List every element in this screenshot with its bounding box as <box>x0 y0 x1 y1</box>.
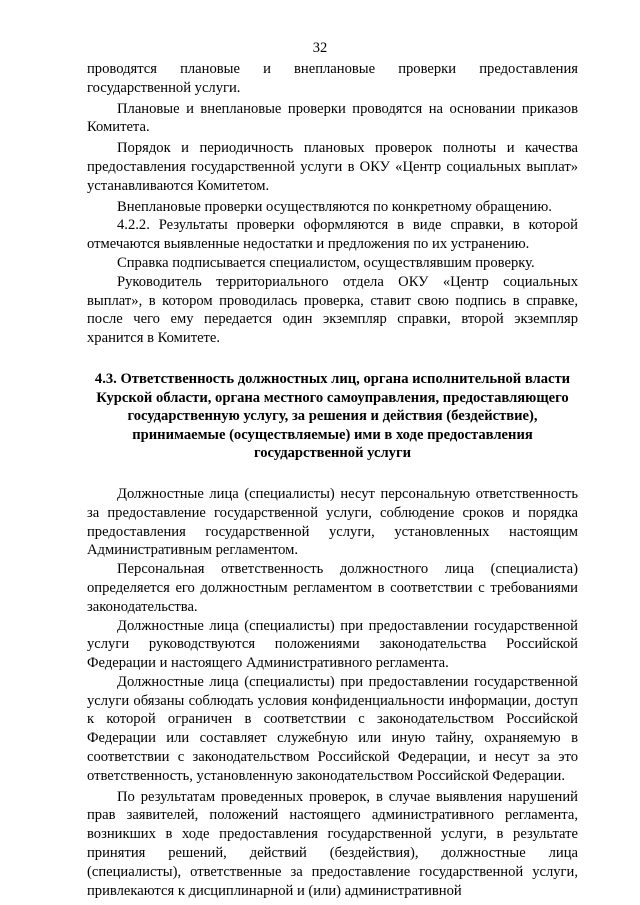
paragraph: Должностные лица (специалисты) при предоставлении государственной услуги обязаны соблюдать условия конфиденциальности информации, доступ к которой ограничен в соответствии с законодательством Российской Федерации или составляет служебную или иную тайну, охраняемую в соответствии с законодательством Российской Федерации, и несут за это ответственность, установленную законодательством Российской Федерации. <box>87 673 578 784</box>
paragraph: 4.2.2. Результаты проверки оформляются в виде справки, в которой отмечаются выявленные недостатки и предложения по их устранению. <box>87 217 578 253</box>
paragraph: Руководитель территориального отдела ОКУ «Центр социальных выплат», в котором проводилась проверка, ставит свою подпись в справке, после чего ему передается один экземпляр справки, второй экземпляр хранится в Комитете. <box>87 273 578 347</box>
paragraph: Внеплановые проверки осуществляются по конкретному обращению. <box>117 198 552 215</box>
page-number: 32 <box>312 40 328 56</box>
paragraph: Порядок и периодичность плановых проверок полноты и качества предоставления государственной услуги в ОКУ «Центр социальных выплат» устанавливаются Комитетом. <box>87 140 578 194</box>
paragraphs-before <box>87 60 578 348</box>
document-body <box>87 60 578 900</box>
paragraph: Должностные лица (специалисты) при предоставлении государственной услуги руководствуются положениями законодательства Российской Федерации и настоящего Административного регламента. <box>87 617 578 672</box>
paragraph: Плановые и внеплановые проверки проводятся на основании приказов Комитета. <box>87 100 578 136</box>
paragraph: Справка подписывается специалистом, осуществлявшим проверку. <box>117 254 535 271</box>
paragraph: По результатам проведенных проверок, в случае выявления нарушений прав заявителей, положений настоящего административного регламента, возникших в ходе предоставления государственной услуги, в результате принятия решений, действий (бездействия), должностные лица (специалисты), ответственные за предоставление государственной услуги, привлекаются к дисциплинарной и (или) административной <box>87 788 578 899</box>
paragraph: Персональная ответственность должностного лица (специалиста) определяется его должностным регламентом в соответствии с требованиями законодательства. <box>87 561 578 615</box>
paragraph: Должностные лица (специалисты) несут персональную ответственность за предоставление государственной услуги, соблюдение сроков и порядка предоставления государственной услуги, установленных настоящим Административным регламентом. <box>87 485 578 559</box>
paragraphs-after <box>87 485 578 901</box>
paragraph: проводятся плановые и внеплановые проверки предоставления государственной услуги. <box>87 61 578 96</box>
section-heading: 4.3. Ответственность должностных лиц, органа исполнительной власти Курской области, органа местного самоуправления, предоставляющего государственную услугу, за решения и действия (бездействие), принимаемые (осуществляемые) ими в ходе предоставления государственной услуги <box>94 370 571 462</box>
